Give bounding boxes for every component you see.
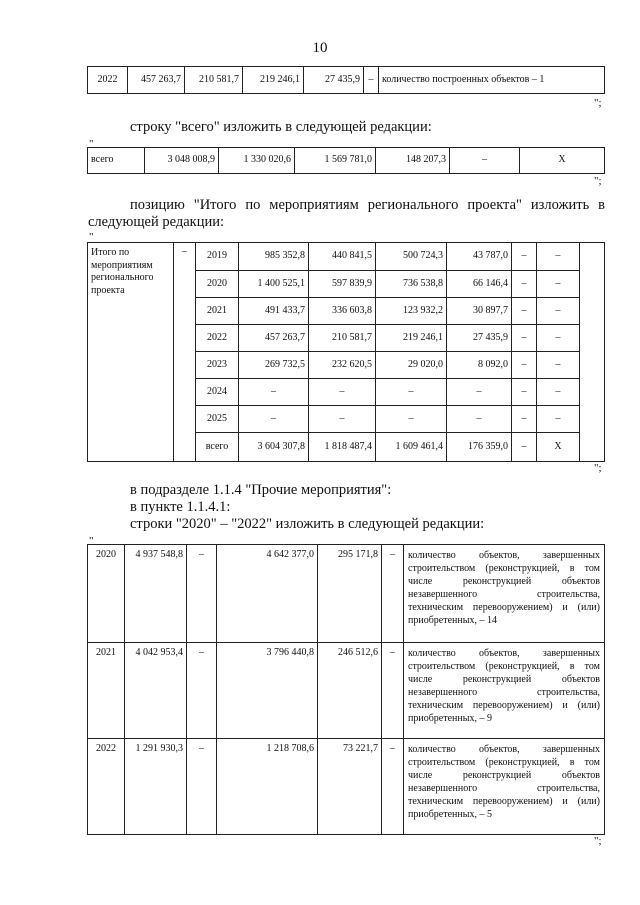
value-cell: 4 642 377,0	[217, 545, 318, 643]
page-number: 10	[312, 40, 328, 56]
dash-cell: –	[537, 406, 580, 433]
value-cell: 1 400 525,1	[239, 271, 309, 298]
dash-cell: –	[187, 545, 217, 643]
instruction-subsection: в подразделе 1.1.4 "Прочие мероприятия":	[130, 482, 392, 498]
dash-cell: –	[537, 298, 580, 325]
dash-cell: –	[512, 433, 537, 462]
value-cell: 176 359,0	[447, 433, 512, 462]
value-cell: 43 787,0	[447, 243, 512, 271]
value-cell: 210 581,7	[185, 67, 243, 94]
value-cell: 66 146,4	[447, 271, 512, 298]
label-cell: всего	[196, 433, 239, 462]
dash-cell: –	[537, 271, 580, 298]
table-row	[88, 643, 605, 739]
instruction-itogo: позицию "Итого по мероприятиям регионального проекта" изложить в следующей редакции:	[88, 197, 605, 230]
dash-cell: –	[512, 406, 537, 433]
value-cell: 457 263,7	[128, 67, 185, 94]
dash-cell: –	[309, 379, 376, 406]
instruction-item: в пункте 1.1.4.1:	[130, 499, 231, 515]
value-cell: 246 512,6	[318, 643, 382, 739]
value-cell: 736 538,8	[376, 271, 447, 298]
opening-quote: "	[89, 231, 94, 243]
value-cell: 457 263,7	[239, 325, 309, 352]
value-cell: 1 291 930,3	[125, 739, 187, 835]
dash-cell: –	[512, 298, 537, 325]
dash-cell: –	[239, 406, 309, 433]
dash-cell: –	[512, 352, 537, 379]
year-cell: 2025	[196, 406, 239, 433]
dash-cell: –	[512, 243, 537, 271]
itogo-label-cell: Итого по мероприятиям регионального проекта	[88, 243, 174, 462]
year-cell: 2020	[196, 271, 239, 298]
year-cell: 2022	[88, 67, 128, 94]
table-vsego-row	[87, 147, 605, 174]
table-row	[88, 148, 605, 174]
value-cell: 3 604 307,8	[239, 433, 309, 462]
opening-quote: "	[89, 138, 94, 150]
year-cell: 2020	[88, 545, 125, 643]
dash-cell: –	[447, 406, 512, 433]
result-description: количество объектов, завершенных строительством (реконструкцией, в том числе реконструкцией объектов незавершенного строительства, техническим перевооружением) и (или) приобретенных, – 5	[404, 739, 605, 835]
year-cell: 2021	[88, 643, 125, 739]
value-cell: 219 246,1	[243, 67, 304, 94]
x-cell: X	[537, 433, 580, 462]
dash-cell: –	[450, 148, 520, 174]
value-cell: 123 932,2	[376, 298, 447, 325]
value-cell: 1 818 487,4	[309, 433, 376, 462]
value-cell: 500 724,3	[376, 243, 447, 271]
value-cell: 1 330 020,6	[219, 148, 295, 174]
instruction-rows: строки "2020" – "2022" изложить в следующей редакции:	[130, 516, 485, 532]
dash-cell: –	[376, 379, 447, 406]
year-cell: 2023	[196, 352, 239, 379]
value-cell: 219 246,1	[376, 325, 447, 352]
value-cell: 1 609 461,4	[376, 433, 447, 462]
dash-cell: –	[174, 243, 196, 462]
dash-cell: –	[187, 739, 217, 835]
year-cell: 2024	[196, 379, 239, 406]
empty-cell	[580, 243, 605, 462]
value-cell: 491 433,7	[239, 298, 309, 325]
value-cell: 73 221,7	[318, 739, 382, 835]
label-cell: всего	[88, 148, 145, 174]
value-cell: 1 218 708,6	[217, 739, 318, 835]
table-row	[88, 243, 605, 271]
table-row	[88, 67, 605, 94]
value-cell: 985 352,8	[239, 243, 309, 271]
value-cell: 336 603,8	[309, 298, 376, 325]
dash-cell: –	[537, 352, 580, 379]
dash-cell: –	[537, 379, 580, 406]
value-cell: 30 897,7	[447, 298, 512, 325]
closing-quote: ";	[594, 835, 602, 847]
value-cell: 440 841,5	[309, 243, 376, 271]
dash-cell: –	[512, 379, 537, 406]
year-cell: 2022	[196, 325, 239, 352]
dash-cell: –	[537, 325, 580, 352]
dash-cell: –	[512, 325, 537, 352]
value-cell: 27 435,9	[304, 67, 364, 94]
table-itogo	[87, 242, 605, 462]
value-cell: 3 048 008,9	[145, 148, 219, 174]
value-cell: 4 937 548,8	[125, 545, 187, 643]
dash-cell: –	[364, 67, 379, 94]
year-cell: 2021	[196, 298, 239, 325]
dash-cell: –	[382, 545, 404, 643]
result-description: количество объектов, завершенных строительством (реконструкцией, в том числе реконструкцией объектов незавершенного строительства, техническим перевооружением) и (или) приобретенных, – 9	[404, 643, 605, 739]
table-row	[88, 545, 605, 643]
x-cell: X	[520, 148, 605, 174]
dash-cell: –	[239, 379, 309, 406]
table-2020-2022	[87, 544, 605, 835]
table-row	[88, 739, 605, 835]
year-cell: 2022	[88, 739, 125, 835]
dash-cell: –	[447, 379, 512, 406]
dash-cell: –	[382, 643, 404, 739]
value-cell: 597 839,9	[309, 271, 376, 298]
value-cell: 4 042 953,4	[125, 643, 187, 739]
result-cell: количество построенных объектов – 1	[379, 67, 605, 94]
opening-quote: "	[89, 535, 94, 547]
value-cell: 3 796 440,8	[217, 643, 318, 739]
closing-quote: ";	[594, 462, 602, 474]
dash-cell: –	[376, 406, 447, 433]
value-cell: 295 171,8	[318, 545, 382, 643]
instruction-vsego: строку "всего" изложить в следующей редакции:	[130, 119, 432, 135]
value-cell: 232 620,5	[309, 352, 376, 379]
value-cell: 1 569 781,0	[295, 148, 376, 174]
closing-quote: ";	[594, 175, 602, 187]
closing-quote: ";	[594, 97, 602, 109]
value-cell: 8 092,0	[447, 352, 512, 379]
value-cell: 269 732,5	[239, 352, 309, 379]
dash-cell: –	[512, 271, 537, 298]
table-2022-row	[87, 66, 605, 94]
value-cell: 29 020,0	[376, 352, 447, 379]
dash-cell: –	[309, 406, 376, 433]
dash-cell: –	[187, 643, 217, 739]
value-cell: 148 207,3	[376, 148, 450, 174]
result-description: количество объектов, завершенных строительством (реконструкцией, в том числе реконструкцией объектов незавершенного строительства, техническим перевооружением) и (или) приобретенных, – 14	[404, 545, 605, 643]
dash-cell: –	[382, 739, 404, 835]
dash-cell: –	[537, 243, 580, 271]
value-cell: 27 435,9	[447, 325, 512, 352]
value-cell: 210 581,7	[309, 325, 376, 352]
year-cell: 2019	[196, 243, 239, 271]
